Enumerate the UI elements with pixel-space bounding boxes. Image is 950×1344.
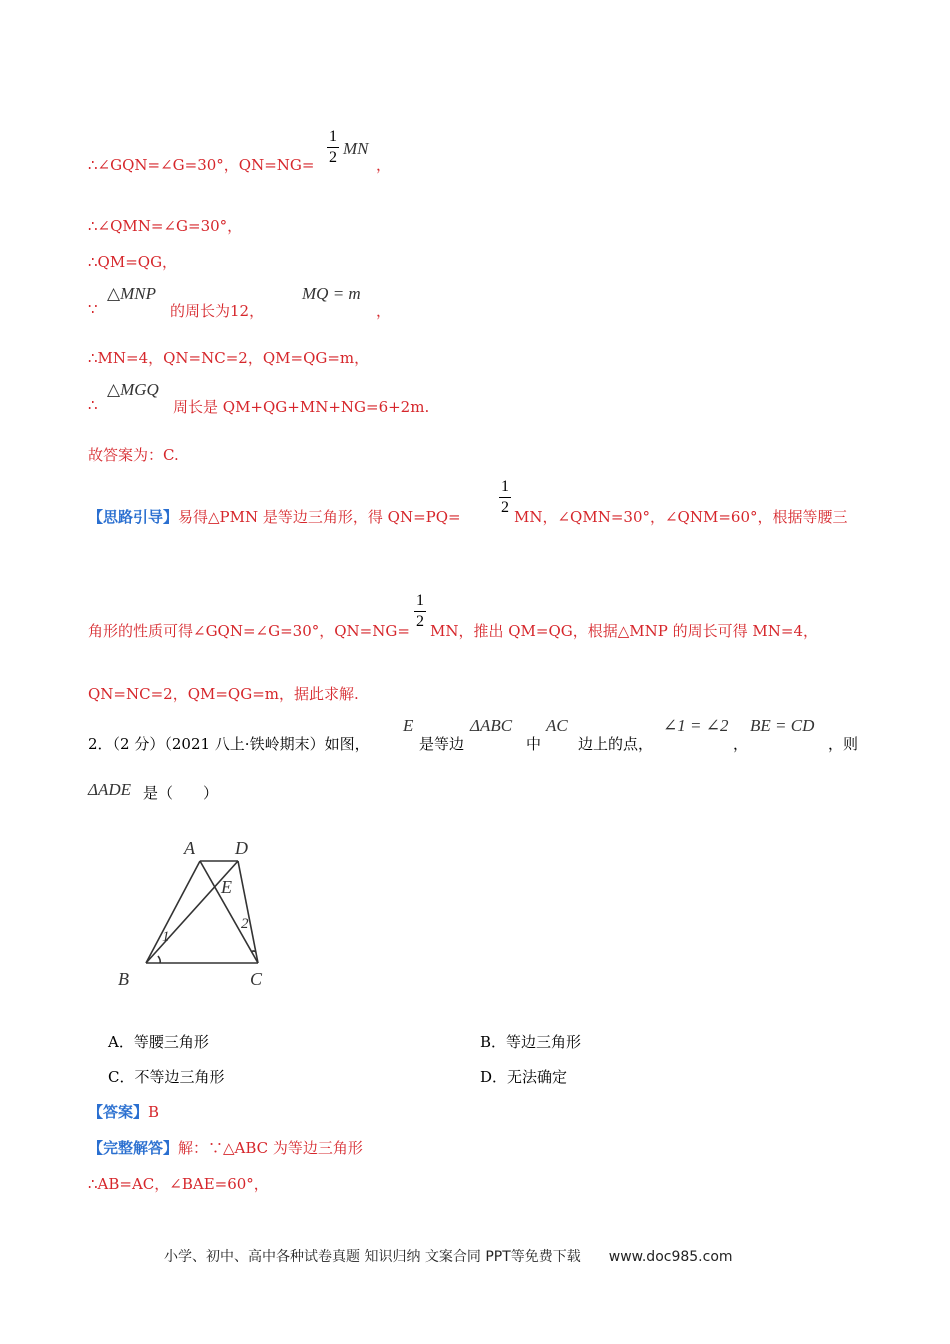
math-angle-equal: ∠1 = ∠2 xyxy=(663,716,729,735)
page-footer: 小学、初中、高中各种试卷真题 知识归纳 文案合同 PPT等免费下载 www.doc985.com xyxy=(164,1249,733,1265)
math-be-cd: BE = CD xyxy=(750,716,815,735)
label-a: A xyxy=(184,838,195,858)
fraction-half: 1 2 xyxy=(416,592,424,630)
therefore-symbol: ∴ xyxy=(88,396,98,414)
solution-text: 的周长为12， xyxy=(170,302,265,320)
option-c[interactable]: C．不等边三角形 xyxy=(108,1068,225,1086)
question-text: 边上的点， xyxy=(578,735,654,753)
label-d: D xyxy=(235,838,248,858)
punctuation: ， xyxy=(376,156,392,174)
hint-line-3: QN=NC=2，QM=QG=m，据此求解. xyxy=(88,685,359,703)
fraction-half: 1 2 xyxy=(329,128,337,166)
question-text: 中 xyxy=(526,735,542,753)
hint-line-2: 角形的性质可得∠GQN=∠G=30°，QN=NG= xyxy=(88,622,410,640)
fraction-half: 1 2 xyxy=(501,478,509,516)
solution-text: 周长是 QM+QG+MN+NG=6+2m. xyxy=(173,398,430,416)
solution-line: ∴AB=AC，∠BAE=60°， xyxy=(88,1175,269,1193)
segment-dc xyxy=(238,861,258,963)
question-text: ，则 xyxy=(828,735,859,753)
punctuation: ， xyxy=(376,302,392,320)
math-e: E xyxy=(403,716,414,735)
angle-1-arc xyxy=(158,956,160,963)
solution-row: 【完整解答】解：∵△ABC 为等边三角形 xyxy=(88,1139,363,1157)
hint-label: 【思路引导】 xyxy=(88,508,179,526)
math-ac: AC xyxy=(546,716,568,735)
answer-row xyxy=(88,1101,159,1122)
solution-label: 【完整解答】 xyxy=(88,1139,179,1157)
math-triangle-abc: ΔABC xyxy=(470,716,513,735)
label-b: B xyxy=(118,969,129,989)
hint-text: MN，推出 QM=QG，根据△MNP 的周长可得 MN=4， xyxy=(430,622,819,640)
option-a[interactable]: A．等腰三角形 xyxy=(108,1033,209,1051)
option-b[interactable]: B．等边三角形 xyxy=(480,1033,582,1051)
punctuation: ， xyxy=(733,735,749,753)
because-symbol: ∵ xyxy=(88,300,98,318)
solution-line: ∴∠QMN=∠G=30°， xyxy=(88,217,243,235)
math-mq-m: MQ = m xyxy=(302,284,361,303)
question-prefix: 2．（2 分）（2021 八上·铁岭期末）如图， xyxy=(88,735,370,753)
question-text: 是等边 xyxy=(419,735,465,753)
solution-line: ∴∠GQN=∠G=30°，QN=NG= xyxy=(88,156,315,174)
answer-label: 【答案】 xyxy=(88,1103,149,1121)
angle-2-arc xyxy=(251,951,256,952)
answer-value: B xyxy=(148,1103,160,1121)
solution-line: ∴QM=QG， xyxy=(88,253,178,271)
solution-line: ∴MN=4，QN=NC=2，QM=QG=m， xyxy=(88,349,370,367)
geometry-figure xyxy=(100,830,300,995)
math-mn: MN xyxy=(343,139,369,158)
label-e: E xyxy=(221,877,232,897)
label-angle-1: 1 xyxy=(162,929,170,945)
math-triangle-mgq: △MGQ xyxy=(107,380,159,399)
question-text: 是（ ） xyxy=(143,784,219,802)
hint-text: MN，∠QMN=30°，∠QNM=60°，根据等腰三 xyxy=(514,508,848,526)
option-d[interactable]: D．无法确定 xyxy=(480,1068,568,1086)
math-triangle-mnp: △MNP xyxy=(107,284,156,303)
math-triangle-ade: ΔADE xyxy=(88,780,132,799)
label-c: C xyxy=(250,969,263,989)
answer-line: 故答案为：C. xyxy=(88,446,179,464)
label-angle-2: 2 xyxy=(241,916,249,932)
hint-line-1: 【思路引导】易得△PMN 是等边三角形，得 QN=PQ= xyxy=(88,508,461,526)
